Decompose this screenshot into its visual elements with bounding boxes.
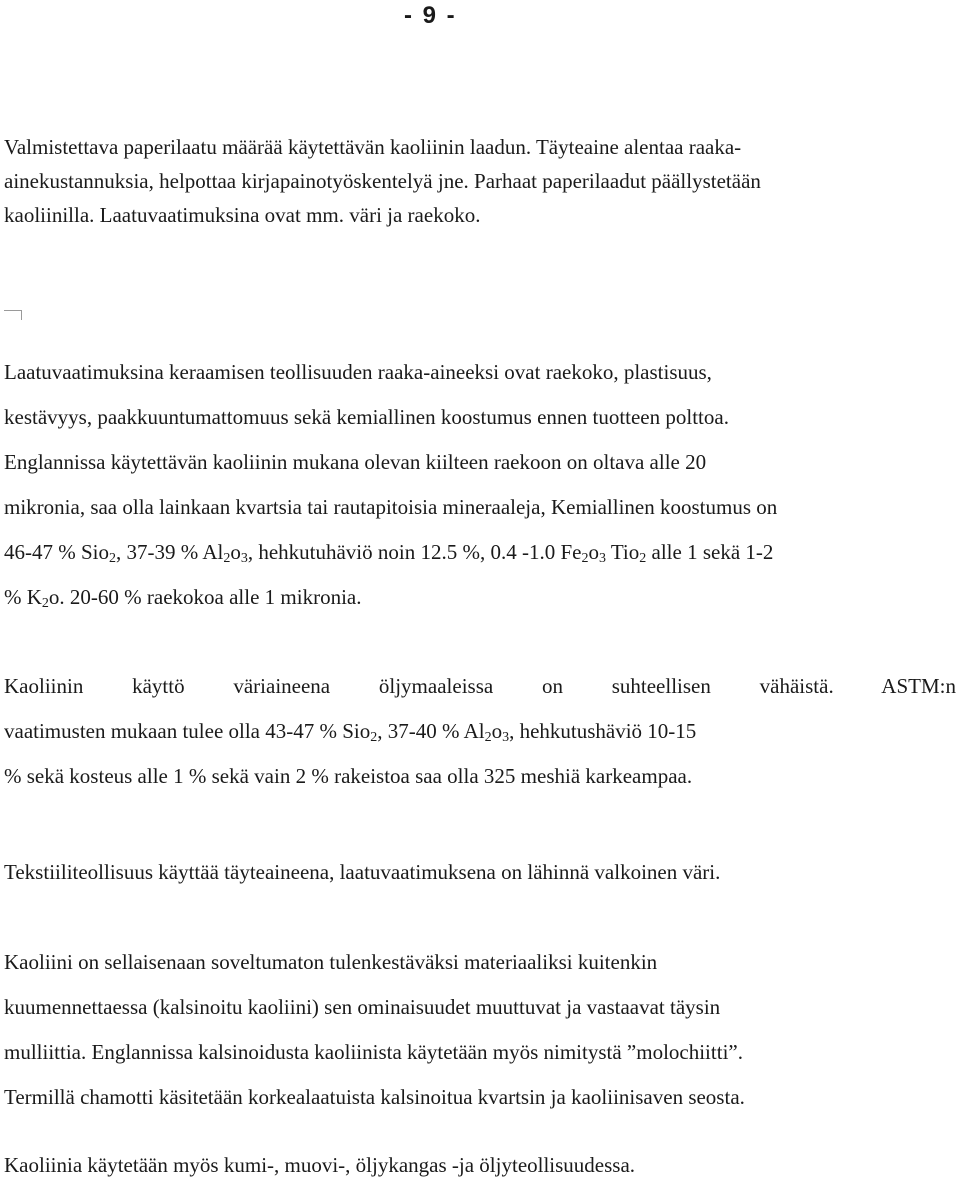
astm-composition-line: vaatimusten mukaan tulee olla 43-47 % Sio$_2$, 37-40 % $Al_2o_3$, hehkutushäviö 10-15 [4, 719, 697, 745]
text-line: Laatuvaatimuksina keraamisen teollisuuden raaka-aineeksi ovat raekoko, plastisuus, [4, 360, 712, 384]
text-line: Kaoliinia käytetään myös kumi-, muovi-, öljykangas -ja öljyteollisuudessa. [4, 1153, 636, 1177]
text-line: mulliittia. Englannissa kalsinoidusta kaoliinista käytetään myös nimitystä ”molochiitti”. [4, 1040, 743, 1064]
text-line: kuumennettaessa (kalsinoitu kaoliini) sen ominaisuudet muuttuvat ja vastaavat täysin [4, 995, 721, 1019]
chemical-composition-line: 46-47 % Sio$_2$, 37-39 % $Al_2o_3$, hehkutuhäviö noin 12.5 %, 0.4 -1.0 $Fe_2o_3$ Tio$_2$ alle 1 sekä 1-2 [4, 540, 774, 566]
text-line: % $K_2o$. 20-60 % raekokoa alle 1 mikronia. [4, 585, 362, 611]
paragraph-paper-quality [4, 130, 956, 232]
text-line: Valmistettava paperilaatu määrää käytettävän kaoliinin laadun. Täyteaine alentaa raaka- [4, 135, 742, 159]
text-line: mikronia, saa olla lainkaan kvartsia tai rautapitoisia mineraaleja, Kemiallinen koostumus on [4, 495, 778, 519]
page-number: - 9 - [404, 2, 457, 29]
paragraph-textile-industry [4, 855, 956, 889]
text-line: kaoliinilla. Laatuvaatimuksina ovat mm. väri ja raekoko. [4, 203, 481, 227]
text-line: Termillä chamotti käsitetään korkealaatuista kalsinoitua kvartsin ja kaoliinisaven seosta. [4, 1085, 745, 1109]
text-line: ainekustannuksia, helpottaa kirjapainotyöskentelyä jne. Parhaat paperilaadut päällystetään [4, 169, 761, 193]
text-line: kestävyys, paakkuuntumattomuus sekä kemiallinen koostumus ennen tuotteen polttoa. [4, 405, 729, 429]
paragraph-ceramic-requirements [4, 350, 956, 620]
paragraph-paint-pigment [4, 664, 956, 799]
text-line: Englannissa käytettävän kaoliinin mukana olevan kiilteen raekoon on oltava alle 20 [4, 450, 707, 474]
text-line: Kaoliinin käyttö väriaineena öljymaaleissa on suhteellisen vähäistä. ASTM:n [4, 674, 956, 698]
text-line: % sekä kosteus alle 1 % sekä vain 2 % rakeistoa saa olla 325 meshiä karkeampaa. [4, 764, 693, 788]
paragraph-calcined-kaolin [4, 940, 956, 1120]
paragraph-other-uses [4, 1148, 956, 1182]
text-line: Tekstiiliteollisuus käyttää täyteaineena, laatuvaatimuksena on lähinnä valkoinen väri. [4, 860, 721, 884]
text-line: Kaoliini on sellaisenaan soveltumaton tulenkestäväksi materiaaliksi kuitenkin [4, 950, 658, 974]
corner-marker [4, 310, 22, 320]
